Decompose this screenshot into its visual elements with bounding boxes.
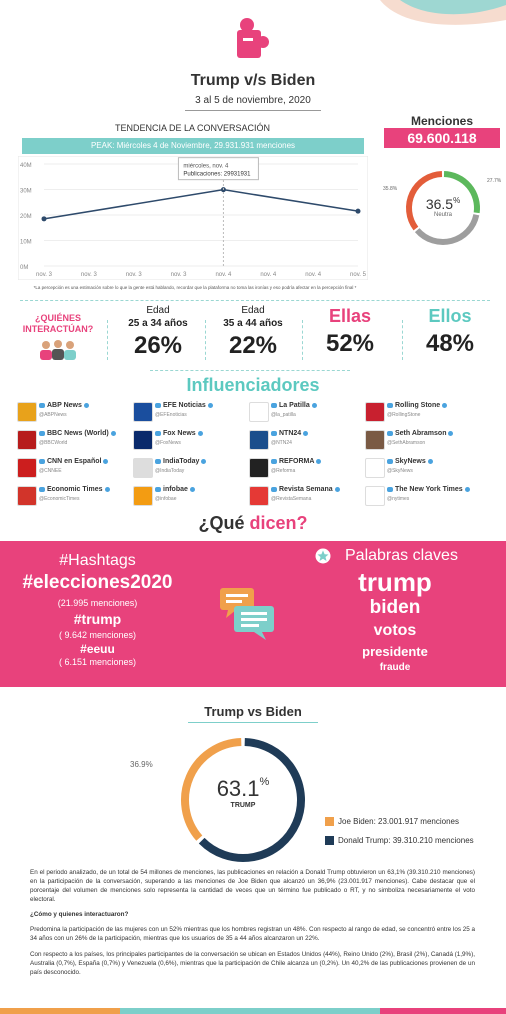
influencer-logo-icon xyxy=(133,458,153,478)
versus-center-label: TRUMP xyxy=(230,802,256,809)
influencer-handle: @NTN24 xyxy=(271,440,292,446)
influencer-name-text: Rolling Stone xyxy=(395,402,441,409)
influencer-item[interactable] xyxy=(133,458,243,480)
y-tick-label: 0M xyxy=(20,265,29,271)
influencer-logo-icon xyxy=(249,402,269,422)
hashtag-main: #elecciones2020 xyxy=(22,572,173,593)
influencer-name-text: Seth Abramson xyxy=(395,430,447,437)
verified-icon xyxy=(105,487,110,492)
influencer-item[interactable] xyxy=(365,430,475,452)
verified-icon xyxy=(201,459,206,464)
page-title: Trump v/s Biden xyxy=(190,72,316,89)
influencer-item[interactable] xyxy=(133,430,243,452)
influencer-name-text: La Patilla xyxy=(279,402,310,409)
influencer-name xyxy=(39,458,108,465)
influencer-item[interactable] xyxy=(249,486,359,508)
hashtags-title: #Hashtags xyxy=(59,552,136,569)
trump-legend-swatch xyxy=(325,836,334,845)
what-title: ¿Qué dicen? xyxy=(198,513,308,533)
influencer-handle: @infobae xyxy=(155,496,177,502)
twitter-icon xyxy=(271,459,277,464)
people-icon xyxy=(36,338,80,362)
influencer-name xyxy=(271,430,308,437)
influencer-name-text: CNN en Español xyxy=(47,458,102,465)
twitter-icon xyxy=(271,403,277,408)
influencer-logo-icon xyxy=(17,486,37,506)
title-underline xyxy=(185,110,321,111)
hashtag-third: #eeuu xyxy=(80,642,115,656)
date-range: 3 al 5 de noviembre, 2020 xyxy=(195,95,311,106)
influencer-item[interactable] xyxy=(365,458,475,480)
keyword-5: fraude xyxy=(379,662,411,673)
influencer-item[interactable] xyxy=(17,486,127,508)
twitter-icon xyxy=(387,487,393,492)
influencer-name-text: NTN24 xyxy=(279,430,302,437)
age1-value: 26% xyxy=(133,332,183,359)
x-tick-label: nov. 3 xyxy=(170,272,187,278)
women-label: Ellas xyxy=(328,306,372,326)
influencer-logo-icon xyxy=(17,430,37,450)
influencer-logo-icon xyxy=(249,430,269,450)
influencer-name xyxy=(155,430,203,437)
keyword-3: votos xyxy=(373,622,417,639)
influencer-name xyxy=(271,486,340,493)
influencer-name-text: BBC News (World) xyxy=(47,430,109,437)
demographics-paragraph: Predomina la participación de las mujeres con un 52% mientras que los hombres registran un 48%. Con respecto al rango de edad, se concentró entre los 25 a 34 años con un 26% de la participación, mientras que los usuarios de 35 a 44 años alcanzaron un 22%. xyxy=(30,926,475,942)
verified-icon xyxy=(448,431,453,436)
verified-icon xyxy=(428,459,433,464)
twitter-icon xyxy=(155,403,161,408)
twitter-icon xyxy=(387,431,393,436)
influencer-name xyxy=(271,458,321,465)
influencers-title: Influenciadores xyxy=(186,375,320,395)
perception-neutral-slice xyxy=(417,215,476,242)
influencer-name xyxy=(155,458,206,465)
countries-paragraph: Con respecto a los países, los principales participantes de la conversación se ubican en Estados Unidos (44%), Reino Unido (2%), Brasil (2%), Canadá (1,9%), Australia (0,7%), España (0,7%) y Venezuela (0,6%), mientras que la participación de Chile alcanza un (0,2%). Un 40,2% de las publicaciones provienen de un país desconocido. xyxy=(30,951,475,976)
x-tick-label: nov. 4 xyxy=(305,272,322,278)
influencer-logo-icon xyxy=(365,486,385,506)
influencer-item[interactable] xyxy=(365,402,475,424)
x-tick-label: nov. 4 xyxy=(215,272,232,278)
perception-donut xyxy=(380,158,506,284)
influencer-name-text: EFE Noticias xyxy=(163,402,206,409)
influencer-name-text: The New York Times xyxy=(395,486,463,493)
twitter-icon xyxy=(39,459,45,464)
divider xyxy=(205,320,206,360)
footer-bar-orange xyxy=(0,1008,120,1014)
perception-left-label: 35.8% xyxy=(383,186,398,192)
verified-icon xyxy=(303,431,308,436)
perception-center-value: 36.5% xyxy=(425,196,461,212)
twitter-icon xyxy=(387,459,393,464)
influencer-item[interactable] xyxy=(365,486,475,508)
x-tick-label: nov. 4 xyxy=(260,272,277,278)
mentions-value: 69.600.118 xyxy=(384,128,500,148)
influencer-handle: @RollingStone xyxy=(387,412,421,418)
footer-bar-teal xyxy=(120,1008,380,1014)
influencer-logo-icon xyxy=(133,430,153,450)
verified-icon xyxy=(442,403,447,408)
influencer-item[interactable] xyxy=(17,402,127,424)
twitter-icon xyxy=(155,431,161,436)
influencer-name-text: ABP News xyxy=(47,402,82,409)
influencer-name-text: REFORMA xyxy=(279,458,315,465)
influencer-handle: @SethAbramson xyxy=(387,440,426,446)
tooltip-value: Publicaciones: 29931931 xyxy=(183,171,251,178)
keyword-2: biden xyxy=(369,597,421,618)
verified-icon xyxy=(316,459,321,464)
chat-bubbles-icon xyxy=(214,584,280,642)
influencer-name-text: IndiaToday xyxy=(163,458,200,465)
y-tick-label: 10M xyxy=(20,239,32,246)
keyword-4: presidente xyxy=(362,644,428,659)
perception-center-label: Neutra xyxy=(433,212,452,218)
influencer-name xyxy=(39,486,110,493)
influencer-name-text: SkyNews xyxy=(395,458,426,465)
twitter-icon xyxy=(39,403,45,408)
divider xyxy=(302,320,303,360)
divider xyxy=(107,320,108,360)
influencer-logo-icon xyxy=(17,402,37,422)
influencer-name-text: Revista Semana xyxy=(279,486,333,493)
influencer-item[interactable] xyxy=(133,486,243,508)
influencer-handle: @EFEnoticias xyxy=(155,412,187,418)
versus-title: Trump vs Biden xyxy=(204,704,302,719)
influencer-logo-icon xyxy=(17,458,37,478)
keywords-title: Palabras claves xyxy=(345,547,458,564)
versus-center-value: 63.1% xyxy=(216,776,270,801)
divider xyxy=(402,320,403,360)
influencer-handle: @SkyNews xyxy=(387,468,413,474)
verified-icon xyxy=(198,431,203,436)
divider xyxy=(20,300,490,301)
hashtag-second-count: ( 9.642 menciones) xyxy=(58,630,137,640)
influencer-name-text: infobae xyxy=(163,486,188,493)
age1-label: Edad xyxy=(146,305,170,316)
women-value: 52% xyxy=(325,330,375,357)
trend-point xyxy=(356,209,361,214)
verified-icon xyxy=(335,487,340,492)
influencer-logo-icon xyxy=(249,458,269,478)
men-value: 48% xyxy=(425,330,475,357)
puzzle-logo-icon xyxy=(235,16,271,60)
x-tick-label: nov. 3 xyxy=(125,272,142,278)
versus-underline xyxy=(188,722,318,723)
age2-value: 22% xyxy=(228,332,278,359)
star-badge-icon xyxy=(315,548,331,564)
influencer-name xyxy=(271,402,317,409)
versus-side-label: 36.9% xyxy=(130,760,153,769)
hashtag-third-count: ( 6.151 menciones) xyxy=(58,657,137,667)
divider xyxy=(150,370,350,371)
decorative-blob xyxy=(340,0,506,50)
verified-icon xyxy=(465,487,470,492)
influencer-name xyxy=(387,458,433,465)
influencer-handle: @ABPNews xyxy=(39,412,67,418)
influencer-handle: @IndiaToday xyxy=(155,468,185,474)
y-tick-label: 20M xyxy=(20,214,32,220)
trend-point xyxy=(42,216,47,221)
summary-paragraph: En el periodo analizado, de un total de 54 millones de menciones, las publicaciones en relación a Donald Trump obtuvieron un 63,1% (39.310.210 menciones) en la participación de la conversación, superando a las menciones de Joe Biden que alcanzó un 36,9% (23.001.917 menciones). Cabe destacar que el porcentaje del volumen de menciones solo representa la cantidad de veces que un término fue publicado o RT, y no simboliza necesariamente el voto electoral. xyxy=(30,869,475,903)
influencer-item[interactable] xyxy=(17,458,127,480)
verified-icon xyxy=(190,487,195,492)
influencer-handle: @CNNEE xyxy=(39,468,62,474)
influencer-handle: @EconomicTimes xyxy=(39,496,80,502)
perception-right-label: 27.7% xyxy=(487,178,502,184)
verified-icon xyxy=(312,403,317,408)
twitter-icon xyxy=(271,487,277,492)
biden-legend-label: Joe Biden: 23.001.917 menciones xyxy=(338,817,459,826)
age2-label: Edad xyxy=(241,305,265,316)
verified-icon xyxy=(84,403,89,408)
x-tick-label: nov. 3 xyxy=(36,272,52,278)
influencer-name xyxy=(155,402,213,409)
influencer-name-text: Fox News xyxy=(163,430,196,437)
footnote: *La percepción es una estimación sobre lo que la gente está hablando, recordar que la plataforma no toma las ironías y eso podría afectar en la percepción final * xyxy=(33,285,357,290)
mentions-label: Menciones xyxy=(410,114,473,128)
influencer-logo-icon xyxy=(365,458,385,478)
influencer-handle: @RevistaSemana xyxy=(271,496,312,502)
influencer-handle: @Reforma xyxy=(271,468,296,474)
who-question: ¿QUIÉNES INTERACTÚAN? xyxy=(22,313,94,334)
influencer-handle: @la_patilla xyxy=(271,412,296,418)
influencer-logo-icon xyxy=(365,430,385,450)
influencer-name xyxy=(387,430,453,437)
influencers-grid xyxy=(15,400,495,512)
biden-legend-swatch xyxy=(325,817,334,826)
verified-icon xyxy=(103,459,108,464)
twitter-icon xyxy=(271,431,277,436)
men-label: Ellos xyxy=(428,306,472,326)
keyword-1: trump xyxy=(358,567,432,597)
trump-legend-label: Donald Trump: 39.310.210 menciones xyxy=(338,836,474,845)
influencer-item[interactable] xyxy=(249,402,359,424)
twitter-icon xyxy=(155,459,161,464)
age2-range: 35 a 44 años xyxy=(223,318,283,329)
influencer-name xyxy=(387,402,447,409)
influencer-name xyxy=(387,486,470,493)
x-tick-label: nov. 5 xyxy=(350,272,366,278)
footer-bar-pink xyxy=(380,1008,506,1014)
trend-line-chart xyxy=(18,156,368,280)
influencer-name xyxy=(39,430,116,437)
influencer-logo-icon xyxy=(249,486,269,506)
influencer-logo-icon xyxy=(365,402,385,422)
interaction-question: ¿Cómo y quienes interactuaron? xyxy=(30,911,129,918)
peak-banner: PEAK: Miércoles 4 de Noviembre, 29.931.931 menciones xyxy=(22,138,364,154)
influencer-item[interactable] xyxy=(133,402,243,424)
y-tick-label: 40M xyxy=(20,163,32,169)
hashtag-main-count: (21.995 menciones) xyxy=(57,598,138,608)
influencer-logo-icon xyxy=(133,486,153,506)
trend-title: TENDENCIA DE LA CONVERSACIÓN xyxy=(114,123,271,133)
influencer-name xyxy=(39,402,89,409)
influencer-name xyxy=(155,486,195,493)
influencer-item[interactable] xyxy=(249,458,359,480)
tooltip-date: miércoles, nov. 4 xyxy=(183,163,229,170)
twitter-icon xyxy=(39,487,45,492)
influencer-logo-icon xyxy=(133,402,153,422)
age1-range: 25 a 34 años xyxy=(128,318,188,329)
influencer-handle: @nytimes xyxy=(387,496,410,502)
twitter-icon xyxy=(155,487,161,492)
influencer-item[interactable] xyxy=(249,430,359,452)
influencer-handle: @FoxNews xyxy=(155,440,181,446)
hashtag-second: #trump xyxy=(73,611,122,627)
verified-icon xyxy=(111,431,116,436)
influencer-handle: @BBCWorld xyxy=(39,440,68,446)
twitter-icon xyxy=(387,403,393,408)
influencer-item[interactable] xyxy=(17,430,127,452)
y-tick-label: 30M xyxy=(20,188,32,195)
x-tick-label: nov. 3 xyxy=(80,272,97,278)
verified-icon xyxy=(208,403,213,408)
influencer-name-text: Economic Times xyxy=(47,486,103,493)
twitter-icon xyxy=(39,431,45,436)
